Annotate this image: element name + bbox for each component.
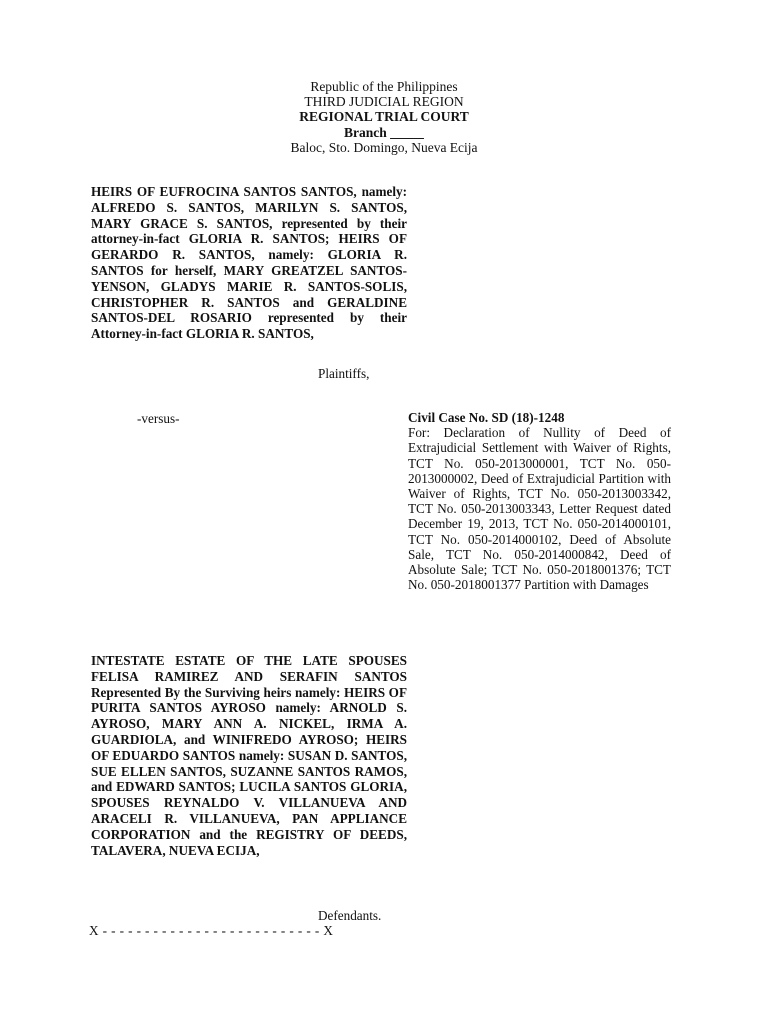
plaintiffs-label: Plaintiffs,: [318, 366, 370, 381]
court-caption-header: [0, 79, 768, 155]
caption-separator: X - - - - - - - - - - - - - - - - - - - - - - - - - - X: [89, 923, 334, 938]
court-location: Baloc, Sto. Domingo, Nueva Ecija: [290, 139, 478, 155]
republic-line: Republic of the Philippines: [310, 79, 458, 94]
case-number: Civil Case No. SD (18)-1248: [408, 410, 565, 425]
court-name: REGIONAL TRIAL COURT: [299, 109, 469, 125]
branch-line: Branch _____: [344, 124, 424, 140]
judicial-region-line: THIRD JUDICIAL REGION: [304, 94, 464, 110]
defendants-names: INTESTATE ESTATE OF THE LATE SPOUSES FELISA RAMIREZ AND SERAFIN SANTOS Represented By the Surviving heirs namely: HEIRS OF PURITA SANTOS AYROSO namely: ARNOLD S. AYROSO, MARY ANN A. NICKEL, IRMA A. GUARDIOLA, and WINIFREDO AYROSO; HEIRS OF EDUARDO SANTOS namely: SUSAN D. SANTOS, SUE ELLEN SANTOS, SUZANNE SANTOS RAMOS, and EDWARD SANTOS; LUCILA SANTOS GLORIA, SPOUSES REYNALDO V. VILLANUEVA AND ARACELI R. VILLANUEVA, PAN APPLIANCE CORPORATION and the REGISTRY OF DEEDS, TALAVERA, NUEVA ECIJA,: [91, 653, 407, 858]
defendants-label: Defendants.: [318, 908, 382, 923]
case-nature: For: Declaration of Nullity of Deed of Extrajudicial Settlement with Waiver of Rights, TCT No. 050-2013000001, TCT No. 050-2013000002, Deed of Extrajudicial Partition with Waiver of Rights, TCT No. 050-2013003342, TCT No. 050-2013003343, Letter Request dated December 19, 2013, TCT No. 050-2014000101, TCT No. 050-2014000102, Deed of Absolute Sale, TCT No. 050-2014000842, Deed of Absolute Sale; TCT No. 050-2018001376; TCT No. 050-2018001377 Partition with Damages: [408, 425, 671, 593]
case-details: [408, 410, 671, 592]
plaintiffs-names: HEIRS OF EUFROCINA SANTOS SANTOS, namely: ALFREDO S. SANTOS, MARILYN S. SANTOS, MARY GRACE S. SANTOS, represented by their attorney-in-fact GLORIA R. SANTOS; HEIRS OF GERARDO R. SANTOS, namely: GLORIA R. SANTOS for herself, MARY GREATZEL SANTOS-YENSON, GLADYS MARIE R. SANTOS-SOLIS, CHRISTOPHER R. SANTOS and GERALDINE SANTOS-DEL ROSARIO represented by their Attorney-in-fact GLORIA R. SANTOS,: [91, 184, 407, 342]
versus-label: -versus-: [137, 411, 180, 426]
